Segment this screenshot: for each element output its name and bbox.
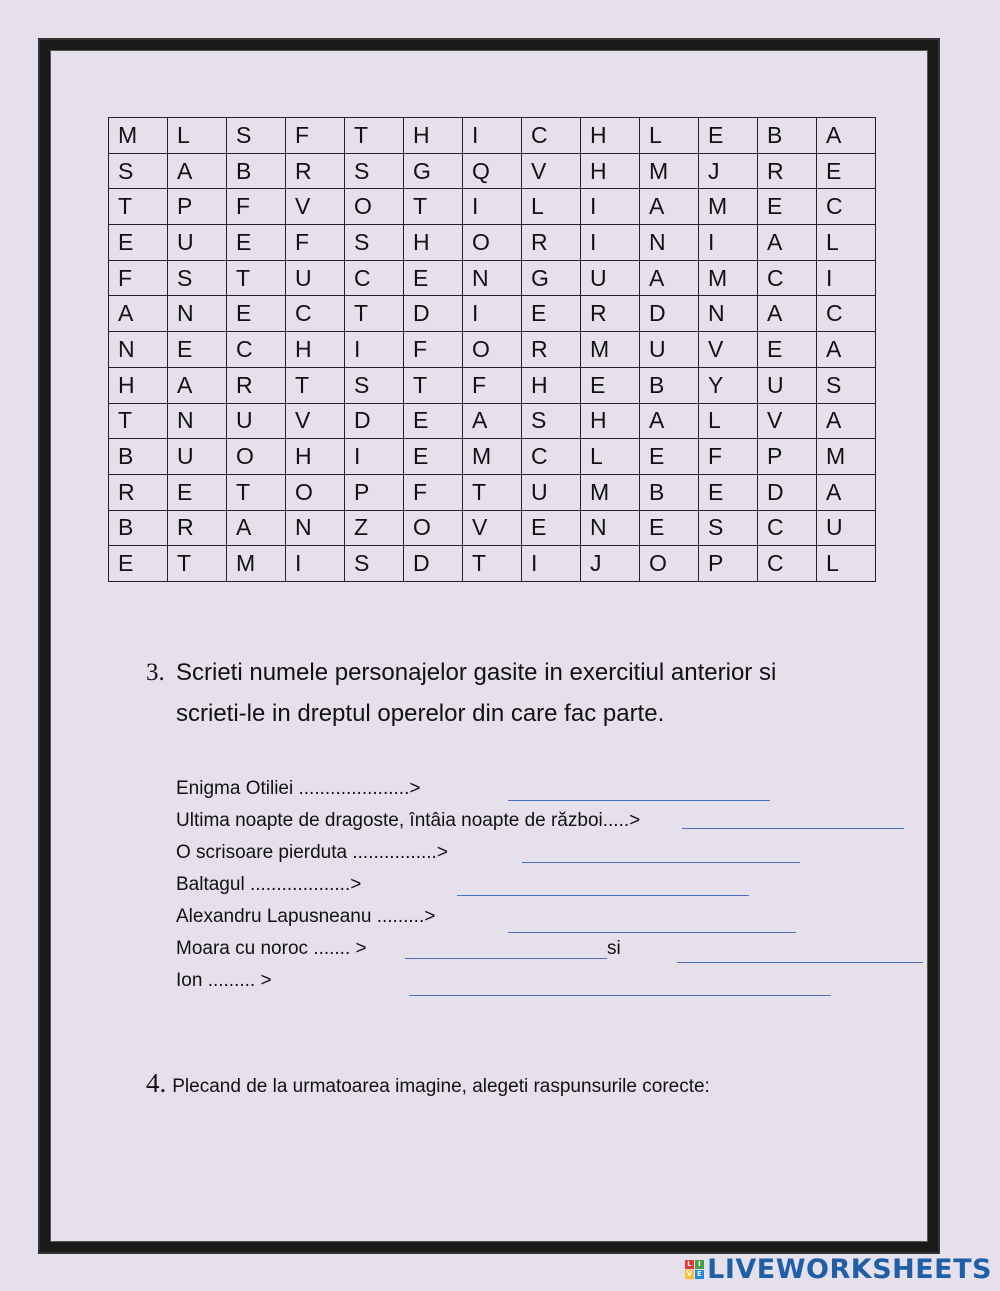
grid-cell: N [463,260,522,296]
answer-row [176,904,435,930]
grid-row [109,439,876,475]
grid-cell: O [463,332,522,368]
grid-cell: E [227,225,286,261]
grid-cell: N [168,296,227,332]
grid-cell: T [227,474,286,510]
grid-cell: F [404,332,463,368]
grid-cell: T [463,546,522,582]
grid-cell: I [345,332,404,368]
grid-cell: O [404,510,463,546]
question-3-line-1: Scrieti numele personajelor gasite in exercitiul anterior si [176,659,777,686]
grid-cell: P [758,439,817,475]
grid-cell: J [699,153,758,189]
grid-cell: A [640,189,699,225]
grid-cell: N [581,510,640,546]
grid-row [109,403,876,439]
grid-cell: T [345,118,404,154]
grid-cell: S [522,403,581,439]
answer-row [176,776,420,802]
liveworksheets-logo-icon [685,1260,704,1279]
grid-row [109,474,876,510]
grid-cell: V [699,332,758,368]
grid-cell: M [463,439,522,475]
answer-row [176,872,361,898]
grid-cell: E [581,367,640,403]
grid-cell: S [109,153,168,189]
grid-cell: R [581,296,640,332]
grid-cell: C [758,260,817,296]
question-3 [146,652,906,734]
grid-cell: S [227,118,286,154]
grid-cell: B [109,439,168,475]
grid-cell: E [404,439,463,475]
grid-cell: N [699,296,758,332]
question-3-number: 3. [146,659,165,686]
logo-letter: I [695,1260,704,1269]
grid-cell: G [522,260,581,296]
grid-cell: C [345,260,404,296]
grid-cell: T [463,474,522,510]
grid-cell: I [581,189,640,225]
grid-cell: H [581,403,640,439]
logo-letter: E [697,1270,703,1278]
grid-cell: D [404,546,463,582]
grid-cell: N [168,403,227,439]
grid-cell: U [522,474,581,510]
answer-label: Moara cu noroc ....... > [176,938,367,959]
grid-cell: B [758,118,817,154]
grid-cell: I [699,225,758,261]
grid-cell: H [286,332,345,368]
grid-cell: P [168,189,227,225]
answer-input[interactable] [522,862,800,863]
grid-cell: A [817,403,876,439]
grid-cell: H [581,118,640,154]
grid-cell: A [168,367,227,403]
grid-cell: T [109,403,168,439]
grid-cell: H [286,439,345,475]
brand-name: LIVEWORKSHEETS [707,1254,992,1285]
grid-cell: E [109,546,168,582]
grid-cell: M [581,474,640,510]
grid-cell: T [168,546,227,582]
grid-cell: E [109,225,168,261]
answer-input[interactable] [508,932,796,933]
grid-cell: E [699,474,758,510]
grid-cell: H [404,225,463,261]
answer-label: Baltagul ...................> [176,874,362,895]
grid-cell: M [699,189,758,225]
answer-input-1[interactable] [405,958,607,959]
grid-row [109,332,876,368]
answer-row [176,840,448,866]
grid-cell: E [522,296,581,332]
grid-cell: T [345,296,404,332]
grid-cell: E [699,118,758,154]
grid-cell: D [640,296,699,332]
grid-cell: F [463,367,522,403]
grid-cell: L [168,118,227,154]
grid-cell: A [463,403,522,439]
grid-cell: T [286,367,345,403]
grid-cell: I [817,260,876,296]
grid-cell: I [463,189,522,225]
grid-cell: U [227,403,286,439]
grid-cell: I [463,296,522,332]
grid-cell: I [581,225,640,261]
grid-cell: A [640,260,699,296]
grid-cell: C [758,510,817,546]
grid-row [109,546,876,582]
grid-cell: L [640,118,699,154]
grid-cell: U [758,367,817,403]
grid-cell: O [463,225,522,261]
grid-cell: H [522,367,581,403]
grid-row [109,260,876,296]
grid-cell: E [522,510,581,546]
answer-row [176,968,272,994]
grid-cell: L [699,403,758,439]
grid-cell: B [227,153,286,189]
grid-cell: B [640,367,699,403]
grid-cell: O [227,439,286,475]
grid-cell: H [404,118,463,154]
grid-cell: G [404,153,463,189]
grid-cell: C [817,296,876,332]
answer-input[interactable] [508,800,770,801]
grid-cell: T [404,189,463,225]
grid-cell: C [227,332,286,368]
grid-cell: A [758,296,817,332]
grid-cell: R [522,332,581,368]
grid-cell: V [463,510,522,546]
grid-cell: T [404,367,463,403]
grid-cell: E [168,332,227,368]
grid-cell: M [699,260,758,296]
grid-cell: A [758,225,817,261]
grid-cell: S [345,546,404,582]
answer-label: Enigma Otiliei .....................> [176,778,421,799]
grid-cell: R [109,474,168,510]
grid-row [109,118,876,154]
grid-cell: P [699,546,758,582]
grid-cell: I [345,439,404,475]
logo-letter: V [686,1270,693,1278]
grid-cell: R [522,225,581,261]
grid-cell: S [699,510,758,546]
grid-cell: Z [345,510,404,546]
grid-cell: T [109,189,168,225]
grid-cell: L [817,225,876,261]
grid-cell: S [345,367,404,403]
grid-cell: E [640,439,699,475]
answer-input-2[interactable] [677,962,923,963]
grid-cell: F [286,225,345,261]
grid-cell: I [522,546,581,582]
grid-cell: A [640,403,699,439]
grid-cell: O [345,189,404,225]
grid-row [109,296,876,332]
grid-cell: C [522,118,581,154]
grid-cell: U [286,260,345,296]
grid-cell: L [581,439,640,475]
grid-cell: S [345,225,404,261]
grid-cell: S [817,367,876,403]
answer-row [176,936,367,962]
grid-cell: H [109,367,168,403]
grid-cell: A [109,296,168,332]
grid-cell: U [581,260,640,296]
grid-cell: V [758,403,817,439]
question-4-number: 4. [146,1068,167,1098]
grid-cell: D [404,296,463,332]
grid-cell: U [817,510,876,546]
grid-cell: E [758,332,817,368]
grid-cell: M [817,439,876,475]
grid-cell: R [227,367,286,403]
grid-cell: P [345,474,404,510]
grid-cell: S [168,260,227,296]
grid-cell: E [817,153,876,189]
grid-cell: L [817,546,876,582]
grid-cell: E [640,510,699,546]
answer-input[interactable] [409,995,831,996]
grid-cell: V [286,189,345,225]
grid-cell: E [758,189,817,225]
grid-cell: A [227,510,286,546]
grid-cell: B [640,474,699,510]
grid-cell: D [758,474,817,510]
grid-cell: R [168,510,227,546]
grid-cell: R [758,153,817,189]
liveworksheets-brand[interactable] [685,1254,992,1285]
grid-cell: C [522,439,581,475]
grid-row [109,189,876,225]
grid-cell: A [817,332,876,368]
grid-cell: V [522,153,581,189]
grid-cell: H [581,153,640,189]
answer-input[interactable] [457,895,749,896]
grid-cell: J [581,546,640,582]
question-4 [146,1068,710,1099]
grid-cell: A [817,474,876,510]
grid-cell: F [699,439,758,475]
grid-cell: F [227,189,286,225]
grid-cell: N [640,225,699,261]
grid-cell: E [404,260,463,296]
answer-label: Ion ......... > [176,970,272,991]
grid-cell: Q [463,153,522,189]
grid-cell: E [168,474,227,510]
answer-row [176,808,640,834]
grid-cell: O [286,474,345,510]
grid-cell: I [463,118,522,154]
logo-letter: L [685,1260,694,1269]
grid-cell: L [522,189,581,225]
grid-cell: C [286,296,345,332]
grid-cell: A [168,153,227,189]
grid-row [109,367,876,403]
grid-cell: N [109,332,168,368]
grid-cell: B [109,510,168,546]
grid-cell: I [286,546,345,582]
grid-cell: O [640,546,699,582]
grid-cell: S [345,153,404,189]
grid-cell: R [286,153,345,189]
answer-input[interactable] [682,828,904,829]
grid-cell: D [345,403,404,439]
grid-cell: F [286,118,345,154]
grid-cell: M [640,153,699,189]
answer-label: Alexandru Lapusneanu .........> [176,906,436,927]
answer-connector: si [607,938,621,959]
grid-cell: M [227,546,286,582]
grid-cell: F [109,260,168,296]
grid-cell: A [817,118,876,154]
answer-label: O scrisoare pierduta ................> [176,842,448,863]
grid-cell: Y [699,367,758,403]
grid-cell: C [758,546,817,582]
grid-cell: F [404,474,463,510]
grid-cell: N [286,510,345,546]
grid-cell: M [581,332,640,368]
grid-cell: U [168,439,227,475]
grid-cell: M [109,118,168,154]
grid-cell: C [817,189,876,225]
question-4-text: Plecand de la urmatoarea imagine, alegeti raspunsurile corecte: [172,1076,710,1097]
grid-cell: U [168,225,227,261]
grid-cell: E [227,296,286,332]
grid-cell: U [640,332,699,368]
grid-cell: T [227,260,286,296]
question-3-line-2: scrieti-le in dreptul operelor din care fac parte. [176,700,665,727]
grid-row [109,225,876,261]
grid-row [109,153,876,189]
grid-cell: E [404,403,463,439]
word-search-grid [108,117,876,582]
answer-label: Ultima noapte de dragoste, întâia noapte de război.....> [176,810,641,831]
grid-row [109,510,876,546]
grid-cell: V [286,403,345,439]
